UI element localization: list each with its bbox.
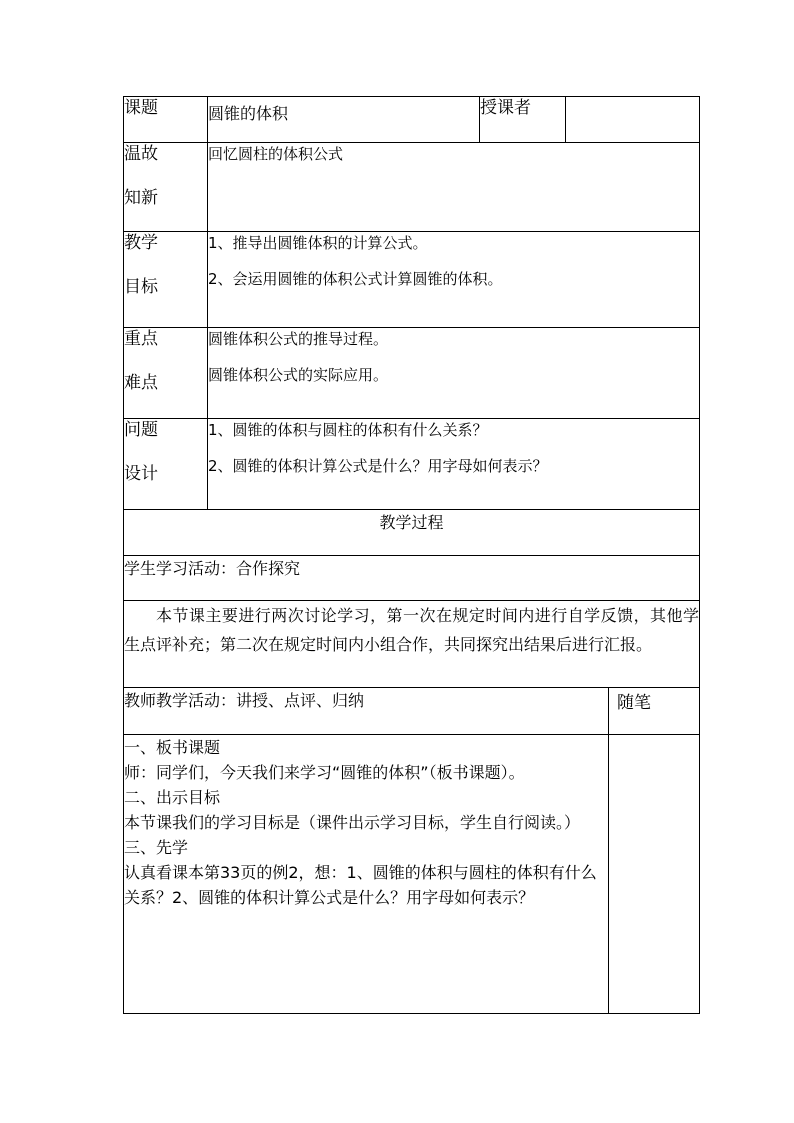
questions-content	[208, 419, 700, 510]
process-line: 认真看课本第33页的例2，想：1、圆锥的体积与圆柱的体积有什么关系？2、圆锥的体积计算公式是什么？用字母如何表示？	[124, 863, 597, 907]
teacher-label: 授课者	[480, 97, 566, 143]
goals-label-line1: 教学	[124, 233, 158, 253]
teacher-process-row	[124, 735, 700, 1014]
process-line: 师：同学们，今天我们来学习“圆锥的体积”（板书课题）。	[124, 763, 525, 782]
process-line: 本节课我们的学习目标是（课件出示学习目标，学生自行阅读。）	[124, 813, 581, 832]
goals-row	[124, 232, 700, 328]
review-row	[124, 143, 700, 232]
process-line: 二、出示目标	[124, 788, 221, 807]
keypoints-label	[124, 328, 208, 419]
review-label-line1: 温故	[124, 144, 158, 164]
keypoints-content	[208, 328, 700, 419]
process-line: 三、先学	[124, 838, 189, 857]
process-title-row	[124, 510, 700, 556]
keypoints-label-line1: 重点	[124, 329, 158, 349]
goals-label	[124, 232, 208, 328]
keypoints-row	[124, 328, 700, 419]
review-label	[124, 143, 208, 232]
teacher-activity-row	[124, 688, 700, 735]
teacher-process-content	[124, 735, 609, 1014]
goal-item: 1、推导出圆锥体积的计算公式。	[208, 234, 428, 252]
notes-cell	[609, 735, 700, 1014]
goals-label-line2: 目标	[124, 277, 158, 297]
questions-label-line2: 设计	[124, 464, 158, 484]
process-title: 教学过程	[124, 510, 700, 556]
question-item: 1、圆锥的体积与圆柱的体积有什么关系？	[208, 421, 488, 439]
goals-content	[208, 232, 700, 328]
notes-label: 随笔	[609, 688, 700, 735]
topic-row	[124, 97, 700, 143]
process-line: 一、板书课题	[124, 738, 221, 757]
keypoints-label-line2: 难点	[124, 373, 158, 393]
questions-label	[124, 419, 208, 510]
lesson-plan-table	[123, 96, 700, 1014]
teacher-value	[566, 97, 700, 143]
keypoint-item: 圆锥体积公式的推导过程。	[208, 330, 389, 348]
student-activity-row	[124, 556, 700, 601]
keypoint-item: 圆锥体积公式的实际应用。	[208, 366, 389, 384]
topic-label: 课题	[124, 97, 208, 143]
question-item: 2、圆锥的体积计算公式是什么？用字母如何表示？	[208, 457, 548, 475]
student-activity-description: 本节课主要进行两次讨论学习，第一次在规定时间内进行自学反馈，其他学生点评补充；第二次在规定时间内小组合作，共同探究出结果后进行汇报。	[124, 601, 700, 688]
teacher-activity-title: 教师教学活动：讲授、点评、归纳	[124, 688, 609, 735]
questions-row	[124, 419, 700, 510]
questions-label-line1: 问题	[124, 420, 158, 440]
topic-value: 圆锥的体积	[208, 97, 480, 143]
goal-item: 2、会运用圆锥的体积公式计算圆锥的体积。	[208, 270, 503, 288]
review-label-line2: 知新	[124, 188, 158, 208]
student-activity-title: 学生学习活动：合作探究	[124, 556, 700, 601]
review-content: 回忆圆柱的体积公式	[208, 143, 700, 232]
student-description-row	[124, 601, 700, 688]
